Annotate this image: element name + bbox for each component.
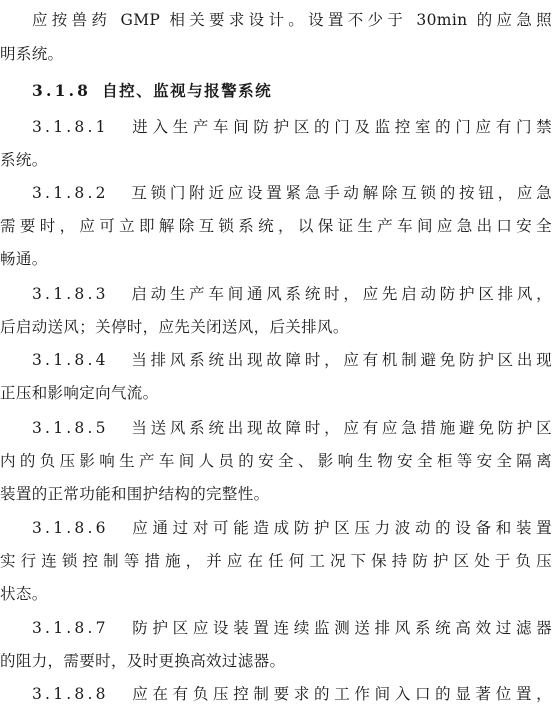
paragraph-line (0, 451, 552, 471)
clause-number: 3.1.8.2 (32, 184, 109, 202)
clause-number: 3.1.8.4 (32, 351, 109, 369)
clause-number: 3.1.8.1 (32, 118, 109, 136)
clause-line (0, 284, 552, 304)
paragraph-line (0, 551, 552, 571)
paragraph-line (0, 651, 552, 671)
paragraph-line (0, 383, 552, 403)
section-heading (0, 81, 552, 101)
paragraph-line (0, 317, 552, 337)
line-text: 应通过对可能造成防护区压力波动的设备和装置 (132, 519, 552, 537)
line-text: 当排风系统出现故障时，应有机制避免防护区出现 (131, 351, 552, 369)
clause-line (0, 618, 552, 638)
paragraph-line (0, 44, 552, 64)
clause-number: 3.1.8.6 (32, 519, 109, 537)
line-text: 防护区应设装置连续监测送排风系统高效过滤器 (132, 619, 552, 637)
section-number: 3.1.8 (32, 81, 92, 100)
clause-number: 3.1.8.7 (32, 619, 109, 637)
clause-number: 3.1.8.8 (32, 685, 109, 703)
clause-line (0, 418, 552, 438)
line-text: 后启动送风；关停时，应先关闭送风，后关排风。 (0, 318, 349, 336)
clause-number: 3.1.8.3 (32, 285, 109, 303)
line-text: 系统。 (0, 151, 48, 169)
paragraph-line (0, 584, 552, 604)
clause-line (0, 684, 552, 704)
line-text: 当送风系统出现故障时，应有应急措施避免防护区 (131, 419, 552, 437)
line-text: 启动生产车间通风系统时，应先启动防护区排风， (131, 285, 552, 303)
line-text: 明系统。 (0, 45, 64, 63)
line-text: 的阻力，需要时，及时更换高效过滤器。 (0, 652, 286, 670)
section-title: 自控、监视与报警系统 (102, 81, 273, 100)
line-text: 实行连锁控制等措施，并应在任何工况下保持防护区处于负压 (0, 552, 552, 570)
paragraph-line (0, 216, 552, 236)
line-text: 状态。 (0, 585, 48, 603)
clause-line (0, 117, 552, 137)
paragraph-line (0, 10, 552, 30)
line-text: 互锁门附近应设置紧急手动解除互锁的按钮，应急 (131, 184, 552, 202)
clause-number: 3.1.8.5 (32, 419, 109, 437)
line-text: 应在有负压控制要求的工作间入口的显著位置， (132, 685, 552, 703)
line-text: 正压和影响定向气流。 (0, 384, 159, 402)
line-text: 内的负压影响生产车间人员的安全、影响生物安全柜等安全隔离 (0, 452, 552, 470)
line-text: 畅通。 (0, 250, 48, 268)
paragraph-line (0, 249, 552, 269)
paragraph-line (0, 150, 552, 170)
clause-line (0, 350, 552, 370)
paragraph-line (0, 484, 552, 504)
clause-line (0, 183, 552, 203)
line-text: 进入生产车间防护区的门及监控室的门应有门禁 (132, 118, 552, 136)
line-text: 装置的正常功能和围护结构的完整性。 (0, 485, 270, 503)
line-text: 应按兽药 GMP 相关要求设计。设置不少于 30min 的应急照 (32, 11, 552, 29)
line-text: 需要时，应可立即解除互锁系统，以保证生产车间应急出口安全 (0, 217, 552, 235)
clause-line (0, 518, 552, 538)
